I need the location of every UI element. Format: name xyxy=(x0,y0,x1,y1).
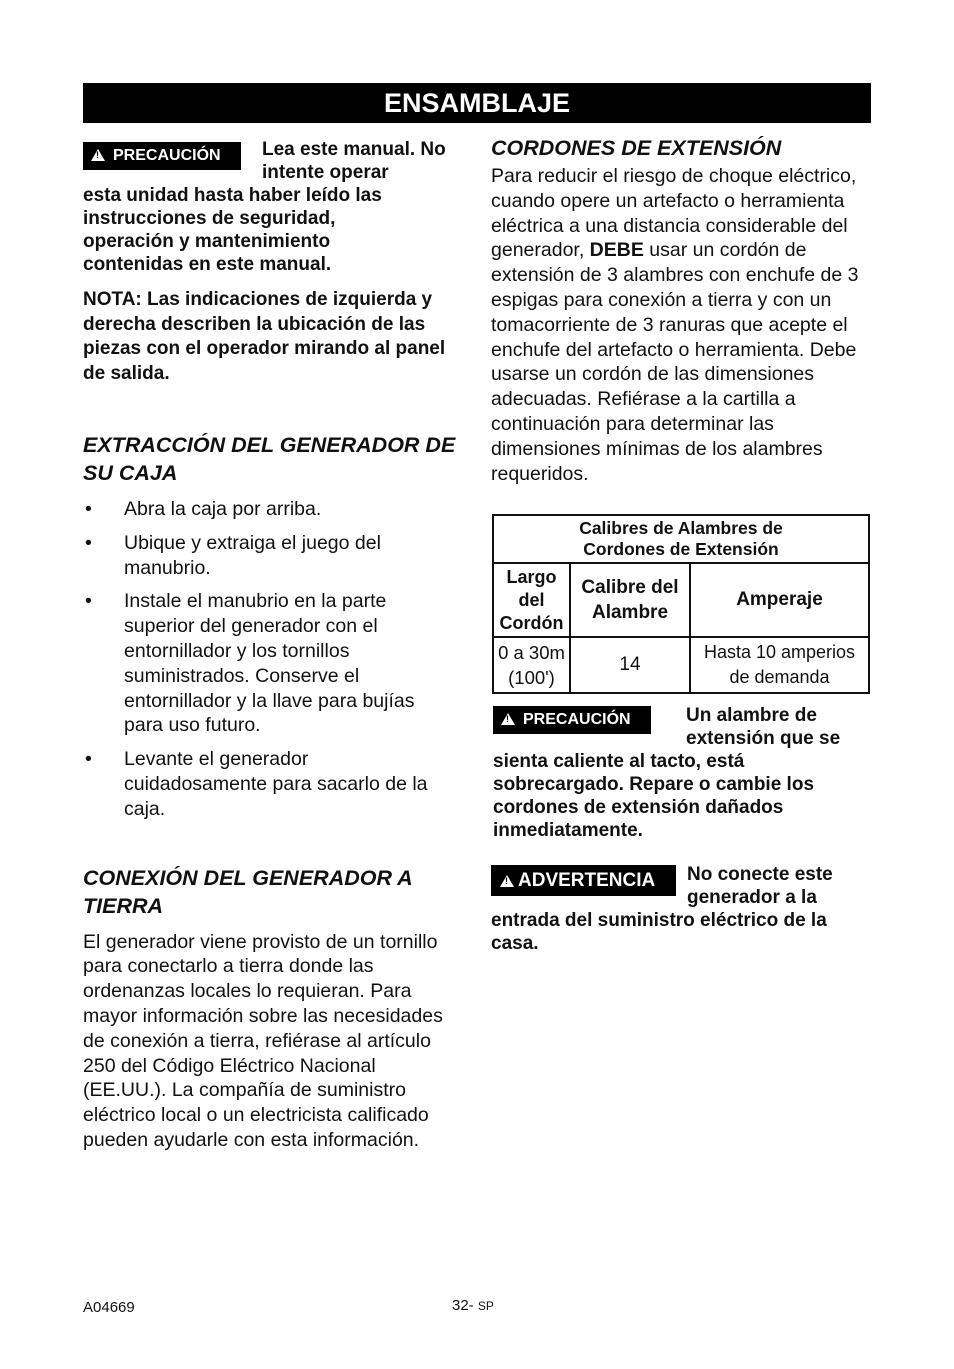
warning-text-first: No conecte este generador a la xyxy=(687,864,833,909)
warning-triangle-icon xyxy=(501,713,515,725)
document-code: A04669 xyxy=(83,1299,135,1316)
caution-text-first: Un alambre de extensión que se xyxy=(686,705,841,750)
column-header: Largo del Cordón xyxy=(493,563,570,637)
column-header: Amperaje xyxy=(690,563,869,637)
page-number xyxy=(452,1297,494,1314)
warning-notice xyxy=(491,863,876,955)
warning-badge-label: ADVERTENCIA xyxy=(518,870,656,892)
list-item: • Instale el manubrio en la parte superior del generador con el entornillador y los tornillos suministrados. Conserve el entornillador y la llave para bujías para uso futuro. xyxy=(83,589,453,738)
caution-badge-label: PRECAUCIÓN xyxy=(523,711,631,729)
body-emphasis: DEBE xyxy=(589,239,644,262)
right-column xyxy=(491,134,876,955)
caution-notice xyxy=(83,138,463,276)
caution-text-rest: esta unidad hasta haber leído las instrucciones de seguridad, operación y mantenimiento contenidas en este manual. xyxy=(83,185,382,275)
section-heading-extension-cords: CORDONES DE EXTENSIÓN xyxy=(491,136,782,160)
caution-badge-label: PRECAUCIÓN xyxy=(113,147,221,164)
table-header-row xyxy=(493,563,869,637)
page-title: ENSAMBLAJE xyxy=(383,88,571,118)
section-banner xyxy=(83,83,871,123)
table-cell: Hasta 10 amperios de demanda xyxy=(690,637,869,693)
warning-triangle-icon xyxy=(91,149,105,161)
table-cell: 0 a 30m (100') xyxy=(493,637,570,693)
grounding-body: El generador viene provisto de un tornillo para conectarlo a tierra donde las ordenanzas locales lo requieran. Para mayor información sobre las necesidades de conexión a tierra, refiérase al artículo 250 del Código Eléctrico Nacional (EE.UU.). La compañía de suministro eléctrico local o un electricista calificado pueden ayudarle con esta información. xyxy=(83,930,443,1151)
body-text: usar un cordón de extensión de 3 alambres con enchufe de 3 espigas para conexión a tierra y con un tomacorriente de 3 ranuras que acepte el enchufe del artefacto o herramienta. Debe usarse un cordón de las dimensiones adecuadas. Refiérase a la cartilla a continuación para determinar las dimensiones mínimas de los alambres requeridos. xyxy=(491,239,859,485)
caution-text-first: Lea este manual. No intente operar xyxy=(262,139,446,183)
warning-triangle-icon xyxy=(500,875,514,887)
section-heading-grounding: CONEXIÓN DEL GENERADOR A TIERRA xyxy=(83,865,412,918)
list-item: • Abra la caja por arriba. xyxy=(83,497,453,522)
table-title: Calibres de Alambres de Cordones de Extensión xyxy=(493,515,869,563)
body-text: Para reducir el riesgo de choque eléctrico, cuando opere un artefacto o herramienta eléctrica a una distancia considerable del generador, xyxy=(491,165,857,262)
caution-badge xyxy=(83,142,241,170)
note-text: NOTA: Las indicaciones de izquierda y derecha describen la ubicación de las piezas con el operador mirando al panel de salida. xyxy=(83,289,446,384)
warning-badge xyxy=(491,865,676,896)
warning-text-rest: entrada del suministro eléctrico de la casa. xyxy=(491,910,827,955)
left-column xyxy=(83,138,463,1153)
table-row xyxy=(493,637,869,693)
column-header: Calibre del Alambre xyxy=(570,563,690,637)
caution-badge xyxy=(493,706,651,734)
section-heading-unboxing: EXTRACCIÓN DEL GENERADOR DE SU CAJA xyxy=(83,433,456,485)
caution-notice xyxy=(493,704,876,842)
list-item: • Levante el generador cuidadosamente para sacarlo de la caja. xyxy=(83,747,453,821)
list-item: • Ubique y extraiga el juego del manubrio. xyxy=(83,531,453,581)
table-cell: 14 xyxy=(570,637,690,693)
caution-text-rest: sienta caliente al tacto, está sobrecargado. Repare o cambie los cordones de extensión dañados inmediatamente. xyxy=(493,751,815,842)
page-number-value: 32- xyxy=(452,1297,474,1314)
page-language: SP xyxy=(477,1299,494,1313)
wire-gauge-table xyxy=(492,514,870,694)
unboxing-steps-list xyxy=(83,497,453,822)
extension-cords-body xyxy=(491,164,876,486)
